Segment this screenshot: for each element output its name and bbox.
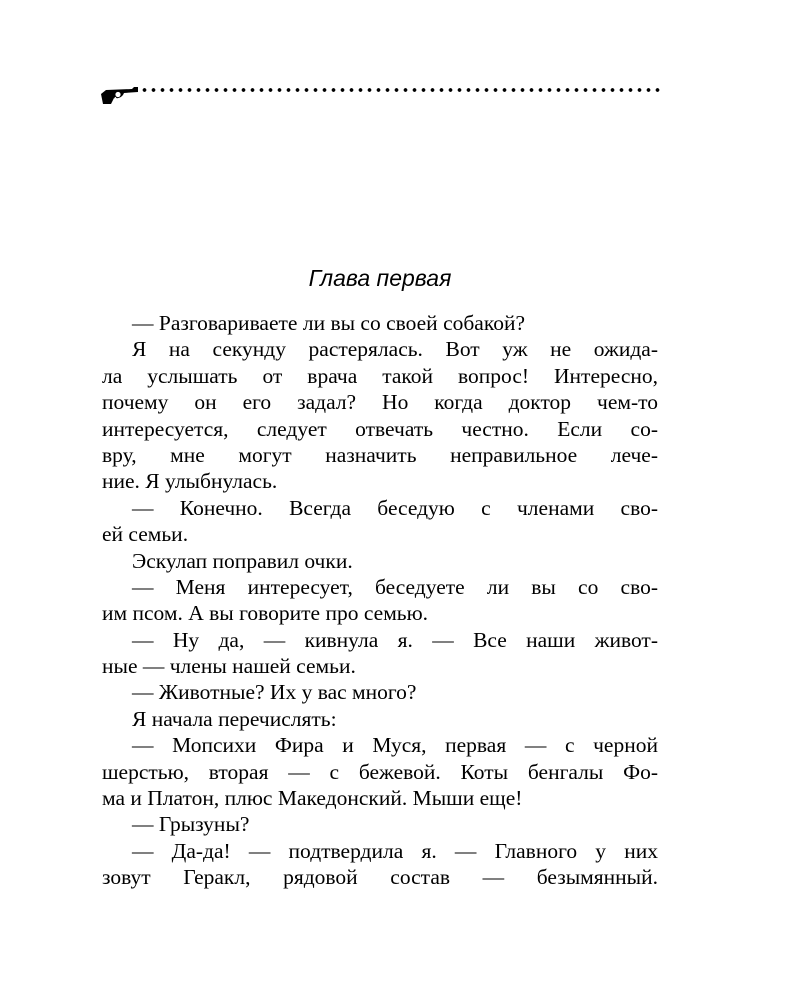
text-line: Я на секунду растерялась. Вот уж не ожида- — [132, 337, 658, 362]
text-line: — Разговариваете ли вы со своей собакой? — [132, 311, 525, 335]
body-text — [102, 310, 658, 891]
text-line: — Грызуны? — [132, 812, 250, 837]
text-line: интересуется, следует отвечать честно. Если со- — [102, 416, 658, 441]
text-line: вру, мне могут назначить неправильное лече- — [102, 442, 658, 467]
text-line: ей семьи. — [102, 522, 189, 547]
text-line: — Конечно. Всегда беседую с членами сво- — [132, 495, 658, 520]
text-line: ма и Платон, плюс Македонский. Мыши еще! — [102, 786, 523, 811]
text-line: почему он его задал? Но когда доктор чем-то — [102, 390, 658, 415]
text-line: ные — члены нашей семьи. — [102, 654, 356, 679]
text-line: — Ну да, — кивнула я. — Все наши живот- — [132, 627, 658, 652]
text-line: — Мопсихи Фира и Муся, первая — с черной — [132, 733, 658, 758]
text-line: зовут Геракл, рядовой состав — безымянный. — [102, 865, 658, 890]
revolver-icon — [98, 80, 140, 106]
text-line: им псом. А вы говорите про семью. — [102, 601, 429, 626]
text-line: ние. Я улыбнулась. — [102, 469, 278, 494]
text-line: Я начала перечислять: — [132, 706, 337, 731]
chapter-title: Глава первая — [308, 265, 452, 291]
text-line: Эскулап поправил очки. — [132, 548, 353, 573]
text-line: — Меня интересует, беседуете ли вы со сво- — [132, 574, 658, 599]
text-line: — Да-да! — подтвердила я. — Главного у них — [132, 838, 658, 863]
text-line: ла услышать от врача такой вопрос! Интересно, — [102, 363, 658, 388]
text-line: — Животные? Их у вас много? — [132, 680, 417, 705]
header-ornament — [98, 78, 660, 108]
dotted-rule — [140, 87, 660, 93]
text-line: шерстью, вторая — с бежевой. Коты бенгалы Фо- — [102, 759, 658, 784]
